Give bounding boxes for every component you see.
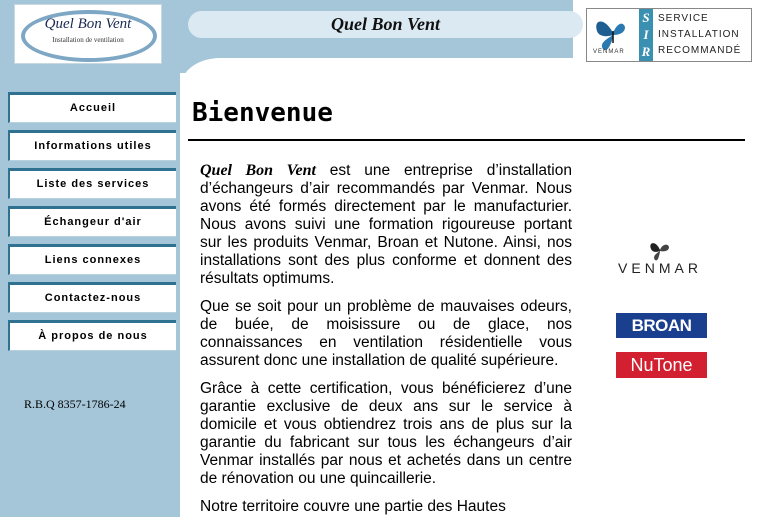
intro-paragraph	[200, 162, 572, 288]
nav-item-liste-des-services[interactable]: Liste des services	[8, 168, 176, 199]
badge-word: SERVICE	[658, 13, 709, 24]
nav-item-informations-utiles[interactable]: Informations utiles	[8, 130, 176, 161]
rbq-license: R.B.Q 8357-1786-24	[24, 397, 126, 411]
badge-word: INSTALLATION	[658, 29, 740, 40]
nav-item-accueil[interactable]: Accueil	[8, 92, 176, 123]
badge-letter: I	[643, 27, 649, 42]
badge-brand: VENMAR	[593, 49, 625, 55]
sir-badge	[586, 8, 752, 62]
intro-text: est une entreprise d’installation d’échangeurs d’air recommandés par Venmar. Nous avons été formés directement par le manufacturier. Nous avons suivi une formation rigoureuse portant sur les produits Venmar, Broan et Nutone. Ainsi, nos installations sont des plus conforme et donnent des résultats optimums.	[200, 162, 572, 287]
territory-paragraph: Notre territoire couvre une partie des Hautes	[200, 498, 506, 515]
problems-paragraph: Que se soit pour un problème de mauvaises odeurs, de buée, de moisissure ou de glace, nos connaissances en ventilation résidentielle vous assurent donc une installation de qualité supérieure.	[200, 298, 572, 369]
venmar-logo[interactable]	[590, 240, 730, 278]
venmar-wordmark: VENMAR	[618, 260, 702, 276]
logo-tagline: Installation de ventilation	[52, 36, 124, 44]
badge-letter: S	[642, 10, 650, 25]
nav-item-contactez-nous[interactable]: Contactez-nous	[8, 282, 176, 313]
badge-words	[658, 11, 741, 59]
main-nav	[8, 92, 176, 358]
nav-item-liens-connexes[interactable]: Liens connexes	[8, 244, 176, 275]
logo-name: Quel Bon Vent	[44, 16, 132, 32]
site-logo[interactable]	[14, 4, 162, 64]
butterfly-icon	[648, 240, 672, 262]
content-corner	[180, 58, 573, 98]
site-title: Quel Bon Vent	[188, 11, 583, 38]
badge-letter: R	[641, 44, 651, 59]
heading-divider	[188, 139, 745, 141]
nav-item-echangeur-d-air[interactable]: Échangeur d'air	[8, 206, 176, 237]
broan-logo[interactable]: BROAN	[616, 313, 707, 338]
badge-letters	[639, 9, 653, 61]
nav-item-a-propos[interactable]: À propos de nous	[8, 320, 176, 351]
main-content	[200, 162, 572, 526]
page-title: Bienvenue	[192, 98, 333, 128]
badge-word: RECOMMANDÉ	[658, 45, 742, 56]
nutone-logo[interactable]: NuTone	[616, 352, 707, 378]
warranty-paragraph: Grâce à cette certification, vous bénéficierez d’une garantie exclusive de deux ans sur le service à domicile et vous obtiendrez trois ans de plus sur la garantie du fabricant sur tous les échangeurs d’air Venmar installés par nous et achetés dans un centre de rénovation ou une quincaillerie.	[200, 380, 572, 487]
company-name: Quel Bon Vent	[200, 162, 316, 179]
